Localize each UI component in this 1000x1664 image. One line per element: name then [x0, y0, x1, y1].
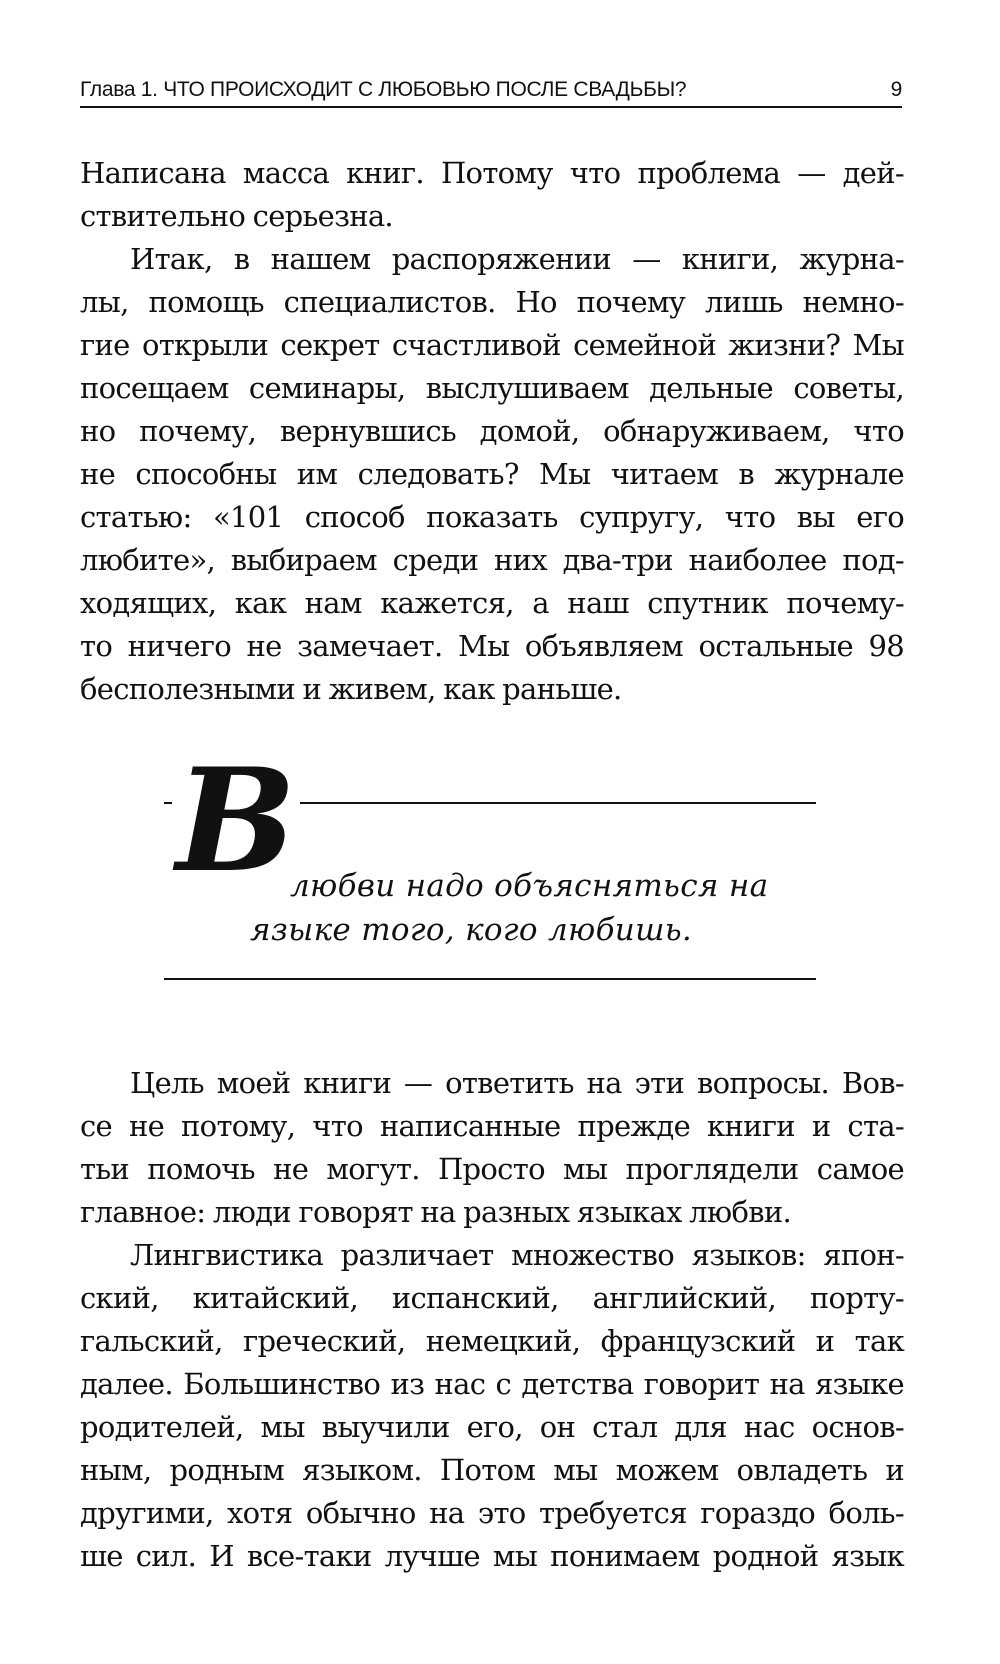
pull-quote-line: любви надо объясняться на	[290, 868, 769, 904]
pull-quote-bottom-rule	[164, 978, 816, 980]
text-line: но почему, вернувшись домой, обнаруживаем, что	[80, 414, 904, 448]
text-line: любите», выбираем среди них два-три наиболее под-	[80, 543, 904, 577]
running-header	[80, 76, 902, 108]
text-line: Написана масса книг. Потому что проблема — дей-	[80, 156, 904, 190]
body-text-top	[80, 152, 904, 711]
drop-cap: В	[172, 750, 300, 892]
text-line: то ничего не замечает. Мы объявляем остальные 98	[80, 629, 904, 663]
text-line: ным, родным языком. Потом мы можем овладеть и	[80, 1453, 904, 1487]
text-line: гие открыли секрет счастливой семейной жизни? Мы	[80, 328, 904, 362]
text-line: Цель моей книги — ответить на эти вопросы. Вов-	[130, 1066, 904, 1100]
text-line: ский, китайский, испанский, английский, порту-	[80, 1281, 904, 1315]
body-text-bottom	[80, 1062, 904, 1578]
text-line: родителей, мы выучили его, он стал для нас основ-	[80, 1410, 904, 1444]
text-line: ше сил. И все-таки лучше мы понимаем родной язык	[80, 1539, 904, 1573]
text-line: ствительно серьезна.	[80, 199, 393, 233]
page-number: 9	[890, 78, 902, 101]
text-line: ходящих, как нам кажется, а наш спутник почему-	[80, 586, 904, 620]
text-line: Итак, в нашем распоряжении — книги, журна-	[130, 242, 904, 276]
text-line: главное: люди говорят на разных языках любви.	[80, 1195, 791, 1229]
pull-quote-line: языке того, кого любишь.	[250, 912, 693, 948]
text-line: гальский, греческий, немецкий, французский и так	[80, 1324, 904, 1358]
text-line: статью: «101 способ показать супругу, что вы его	[80, 500, 904, 534]
text-line: далее. Большинство из нас с детства говорит на языке	[80, 1367, 904, 1401]
text-line: бесполезными и живем, как раньше.	[80, 672, 622, 706]
text-line: посещаем семинары, выслушиваем дельные советы,	[80, 371, 904, 405]
text-line: се не потому, что написанные прежде книги и ста-	[80, 1109, 904, 1143]
text-line: лы, помощь специалистов. Но почему лишь немно-	[80, 285, 904, 319]
text-line: другими, хотя обычно на это требуется гораздо боль-	[80, 1496, 904, 1530]
text-line: тьи помочь не могут. Просто мы проглядели самое	[80, 1152, 904, 1186]
running-title: Глава 1. ЧТО ПРОИСХОДИТ С ЛЮБОВЬЮ ПОСЛЕ СВАДЬБЫ?	[80, 78, 687, 101]
text-line: не способны им следовать? Мы читаем в журнале	[80, 457, 904, 491]
pull-quote	[164, 738, 816, 982]
text-line: Лингвистика различает множество языков: япон-	[130, 1238, 904, 1272]
